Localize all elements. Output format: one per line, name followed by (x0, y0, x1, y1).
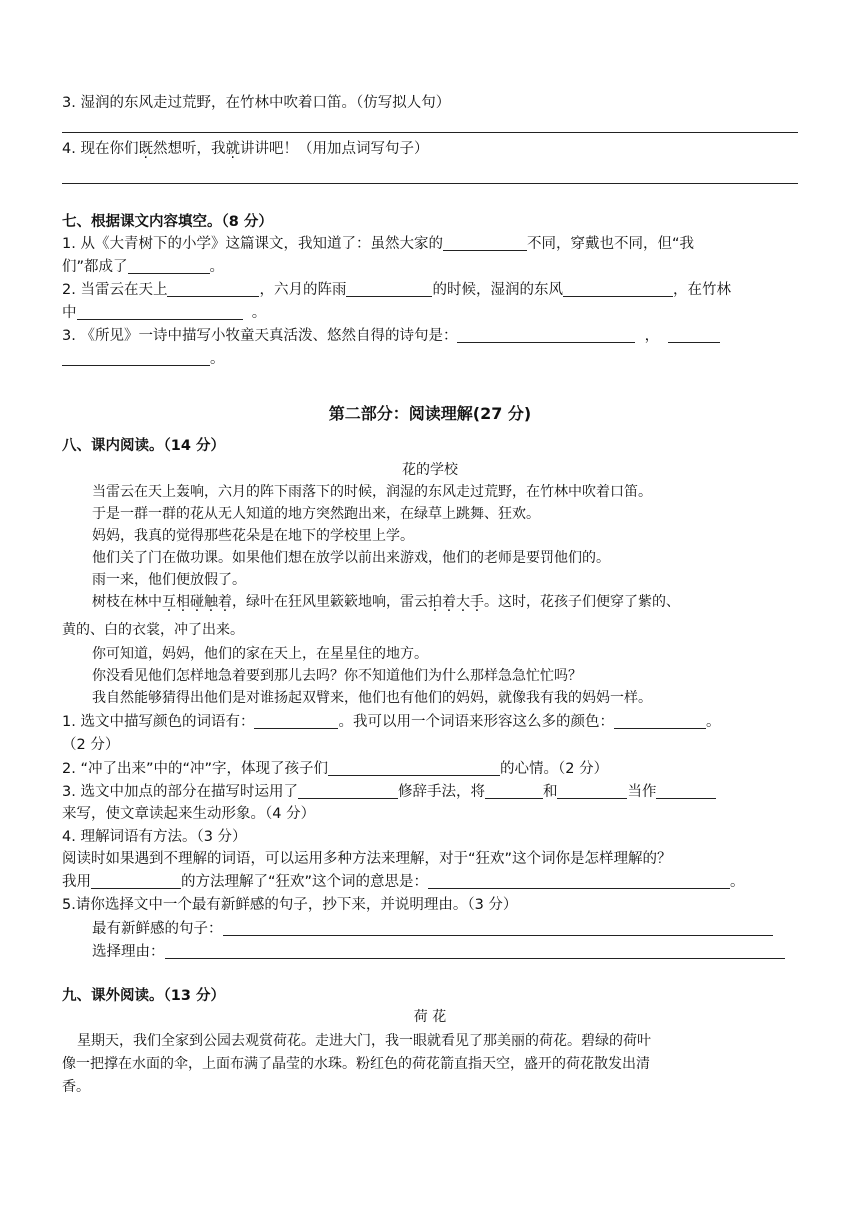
fill-blank[interactable] (254, 714, 338, 729)
fill-blank[interactable] (563, 282, 673, 297)
answer-line[interactable] (62, 183, 798, 184)
fill-blank[interactable] (668, 328, 720, 343)
passage-paragraph (92, 591, 798, 613)
fill-blank[interactable] (62, 351, 210, 366)
passage-paragraph: 我自然能够猜得出他们是对谁扬起双臂来，他们也有他们的妈妈，就像我有我的妈妈一样。 (92, 690, 652, 706)
question-text: 的心情。（2 分） (500, 761, 609, 777)
q7-text: 2. 当雷云在天上 (62, 282, 168, 298)
question-text: 修辞手法，将 (397, 784, 485, 800)
q7-line2 (62, 256, 798, 278)
dotted-char: 大 (456, 594, 470, 610)
dotted-char: 相 (176, 594, 190, 610)
passage-paragraph: 星期天，我们全家到公园去观赏荷花。走进大门，我一眼就看见了那美丽的荷花。碧绿的荷叶 (77, 1033, 651, 1049)
question-text: 。我可以用一个词语来形容这么多的颜色： (338, 714, 614, 730)
q8-question4: 4. 理解词语有方法。（3 分） (62, 829, 247, 845)
question-text: 。 (705, 714, 721, 730)
dotted-char: 手 (470, 594, 484, 610)
question-text: 3. 选文中加点的部分在描写时运用了 (62, 784, 298, 800)
part2-title: 第二部分：阅读理解(27 分) (328, 404, 532, 423)
q8-heading: 八、课内阅读。（14 分） (62, 438, 225, 454)
q6-item4-text: 然想听，我 (152, 141, 226, 157)
fill-blank[interactable] (443, 236, 527, 251)
dotted-char: 就 (225, 141, 240, 157)
dotted-char: 互 (162, 594, 176, 610)
passage-paragraph: 香。 (62, 1079, 90, 1095)
fill-blank[interactable] (128, 259, 210, 274)
q7-text: 的时候，湿润的东风 (432, 282, 563, 298)
dotted-char: 碰 (190, 594, 204, 610)
fill-blank[interactable] (457, 328, 635, 343)
q8-question3 (62, 781, 798, 803)
question-text: 和 (542, 784, 558, 800)
question-text: 1. 选文中描写颜色的词语有： (62, 714, 255, 730)
passage-paragraph: 你可知道，妈妈，他们的家在天上，在星星住的地方。 (92, 646, 428, 662)
question-text: 选择理由： (92, 944, 165, 960)
passage-paragraph: 黄的、白的衣裳，冲了出来。 (62, 622, 244, 638)
q8-question1 (62, 711, 798, 733)
fill-blank[interactable] (328, 761, 500, 776)
q7-line6 (62, 348, 798, 370)
q8-question5-sentence (92, 918, 798, 940)
passage-text: 。这时，花孩子们便穿了紫的、 (484, 594, 680, 610)
q7-line5 (62, 325, 798, 347)
q7-text: 中 (62, 305, 77, 321)
fill-blank[interactable] (485, 784, 543, 799)
fill-blank[interactable] (614, 714, 706, 729)
q7-text: ，在竹林 (672, 282, 731, 298)
passage-text: ，绿叶在狂风里簌簌地响，雷云 (232, 594, 428, 610)
dotted-char: 触 (204, 594, 218, 610)
passage-paragraph: 于是一群一群的花从无人知道的地方突然跑出来，在绿草上跳舞、狂欢。 (92, 506, 540, 522)
q8-question5-reason (92, 941, 798, 963)
answer-line[interactable] (62, 132, 798, 133)
q7-text: 们”都成了 (62, 259, 128, 275)
fill-blank[interactable] (91, 874, 181, 889)
dotted-char: 拍 (428, 594, 442, 610)
passage-paragraph: 当雷云在天上轰响，六月的阵下雨落下的时候，润湿的东风走过荒野，在竹林中吹着口笛。 (92, 484, 652, 500)
q8-question1-score: （2 分） (62, 737, 120, 753)
q8-question4-desc: 阅读时如果遇到不理解的词语，可以运用多种方法来理解，对于“狂欢”这个词你是怎样理解的？ (62, 851, 672, 867)
dotted-char: 既 (138, 141, 153, 157)
passage-text: 树枝在林中 (92, 594, 162, 610)
q8-question4-answer (62, 871, 798, 893)
passage-paragraph: 雨一来，他们便放假了。 (92, 572, 246, 588)
passage-paragraph: 妈妈，我真的觉得那些花朵是在地下的学校里上学。 (92, 528, 414, 544)
q7-text: ， (644, 328, 660, 344)
q9-heading: 九、课外阅读。（13 分） (62, 988, 225, 1004)
dotted-char: 着 (442, 594, 456, 610)
q7-text: ，六月的阵雨 (259, 282, 347, 298)
q6-item4-text: 讲讲吧！（用加点词写句子） (239, 141, 429, 157)
q7-text: 不同，穿戴也不同，但“我 (526, 236, 694, 252)
fill-blank[interactable] (298, 784, 398, 799)
q6-item4 (62, 138, 798, 160)
passage-paragraph: 他们关了门在做功课。如果他们想在放学以前出来游戏，他们的老师是要罚他们的。 (92, 550, 610, 566)
q8-question5: 5.请你选择文中一个最有新鲜感的句子，抄下来，并说明理由。（3 分） (62, 897, 518, 913)
question-text: 当作 (627, 784, 657, 800)
fill-blank[interactable] (557, 784, 627, 799)
passage-paragraph: 像一把撑在水面的伞，上面布满了晶莹的水珠。粉红色的荷花箭直指天空，盛开的荷花散发出清 (62, 1056, 650, 1072)
fill-blank[interactable] (77, 305, 243, 320)
passage-title: 花的学校 (402, 462, 458, 478)
q8-question2 (62, 758, 798, 780)
q6-item3: 3. 湿润的东风走过荒野，在竹林中吹着口笛。（仿写拟人句） (62, 95, 451, 111)
question-text: 最有新鲜感的句子： (92, 921, 223, 937)
fill-blank[interactable] (165, 944, 785, 959)
q7-text: 1. 从《大青树下的小学》这篇课文，我知道了：虽然大家的 (62, 236, 443, 252)
q6-item4-text: 4. 现在你们 (62, 141, 139, 157)
q8-question3-cont: 来写，使文章读起来生动形象。（4 分） (62, 806, 316, 822)
passage-paragraph: 你没看见他们怎样地急着要到那儿去吗？你不知道他们为什么那样急急忙忙吗？ (92, 668, 582, 684)
q7-line4 (62, 302, 798, 324)
question-text: 的方法理解了“狂欢”这个词的意思是： (181, 874, 429, 890)
q7-line3 (62, 279, 798, 301)
fill-blank[interactable] (223, 921, 773, 936)
fill-blank[interactable] (167, 282, 259, 297)
dotted-char: 着 (218, 594, 232, 610)
q7-heading: 七、根据课文内容填空。（8 分） (62, 214, 273, 230)
passage-title: 荷 花 (413, 1009, 447, 1025)
question-text: 。 (730, 874, 745, 890)
question-text: 我用 (62, 874, 91, 890)
q7-text: 。 (209, 259, 225, 275)
q7-text: 。 (210, 351, 225, 367)
fill-blank[interactable] (346, 282, 432, 297)
fill-blank[interactable] (428, 874, 730, 889)
question-text: 2. “冲了出来”中的“冲”字，体现了孩子们 (62, 761, 328, 777)
fill-blank[interactable] (656, 784, 716, 799)
q7-text: 3. 《所见》一诗中描写小牧童天真活泼、悠然自得的诗句是： (62, 328, 458, 344)
q7-line1 (62, 233, 798, 255)
q7-text: 。 (251, 305, 267, 321)
